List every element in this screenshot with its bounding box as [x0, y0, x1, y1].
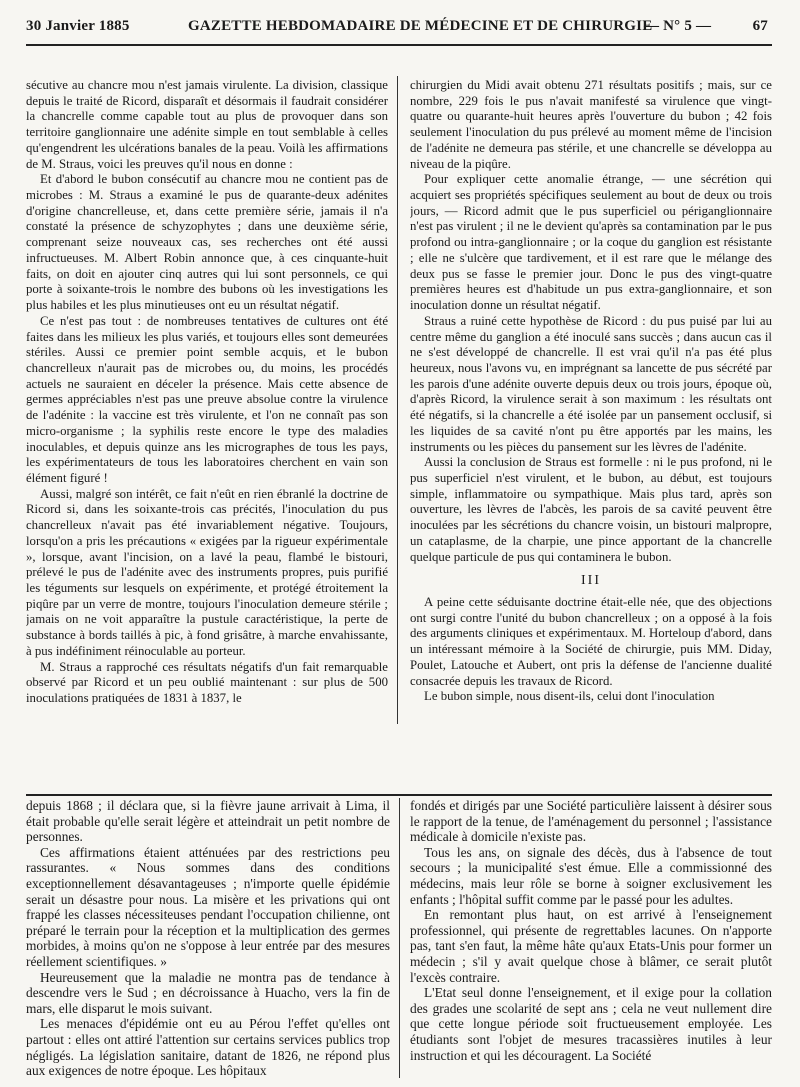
column-divider-top: [397, 76, 398, 724]
column-2: [410, 78, 772, 723]
column-3: [26, 798, 390, 1082]
column-divider-bottom: [399, 798, 400, 1078]
paragraph: chirurgien du Midi avait obtenu 271 résultats positifs ; mais, sur ce nombre, 229 fois le pus n'avait manifesté sa virulence que vingt-quatre ou quarante-huit heures après l'ouverture du bubon ; 42 fois seulement l'inoculation du pus prélevé au moment même de l'incision de l'adénite ne demeura pas stérile, et une chancrelle se développa au niveau de la piqûre.: [410, 78, 772, 171]
section-heading: III: [581, 573, 601, 589]
paragraph: Ces affirmations étaient atténuées par des restrictions peu rassurantes. « Nous sommes dans des conditions exceptionnellement désavantageuses ; n'importe quelle épidémie serait un désastre pour nous. La misère et les privations qui ont frappé les classes nécessiteuses pendant l'occupation chilienne, ont préparé le terrain pour la réception et la multiplication des germes morbides, à moins qu'on ne s'oppose à leur entrée par des mesures réellement scientifiques. »: [26, 844, 390, 969]
header-page-number: 67: [752, 18, 768, 34]
paragraph: fondés et dirigés par une Société particulière laissent à désirer sous le rapport de la tenue, de l'aménagement du personnel ; l'assistance médicale à domicile n'existe pas.: [410, 798, 772, 845]
paragraph: Pour expliquer cette anomalie étrange, — une sécrétion qui acquiert ses propriétés spécifiques seulement au bout de deux ou trois jours, — Ricord admit que le pus superficiel ou périganglionnaire n'est pas virulent ; il ne le devient qu'après sa contamination par le pus profond ou intra-ganglionnaire ; or la coque du ganglion est résistante ; elle ne s'ulcère que tardivement, et il est rare que le mélange des deux pus se fasse le premier jour. Donc le pus des vingt-quatre premières heures est d'habitude un pus extra-ganglionnaire, et son inoculation donne un résultat négatif.: [410, 172, 772, 313]
paragraph: Tous les ans, on signale des décès, dus à l'absence de tout secours ; la municipalité s'est émue. Elle a commissionné des médecins, mais leur rôle se borne à soigner exclusivement les enfants ; l'hôpital suffit comme par le passé pour les adultes.: [410, 844, 772, 907]
header-date: 30 Janvier 1885: [26, 18, 130, 34]
paragraph: Straus a ruiné cette hypothèse de Ricord : du pus puisé par lui au centre même du ganglion a été inoculé sans succès ; dans aucun cas il ne s'est développé de chancrelle. Il est vrai qu'il n'a pas été plus heureux, nous l'avons vu, en imprégnant sa lancette de pus sécrété par les parois d'une adénite ouverte depuis deux ou trois jours, époque où, d'après Ricord, la virulence serait à son maximum : les résultats ont été négatifs, si la chancrelle a été isolée par un pansement occlusif, si les liquides de sa cavité n'ont pu être apportés par les mains, les instruments ou les pièces du pansement sur les lèvres de l'adénite.: [410, 313, 772, 454]
paragraph: Et d'abord le bubon consécutif au chancre mou ne contient pas de microbes : M. Straus a examiné le pus de quarante-deux adénites d'origine chancrelleuse, et, dans cette première série, jamais il n'a constaté la présence de schyzophytes ; dans une deuxième série, comprenant seize nouveaux cas, ses recherches ont été aussi infructueuses. M. Albert Robin annonce que, à ces cinquante-huit faits, on doit en ajouter cinq autres qui lui sont personnels, ce qui porte à soixante-trois le nombre des bubons où les investigations les plus habiles et les plus minutieuses ont eu un résultat négatif.: [26, 172, 388, 313]
paragraph: Le bubon simple, nous disent-ils, celui dont l'inoculation: [424, 689, 715, 704]
header-issue-number: — N° 5 —: [644, 18, 712, 34]
paragraph: Heureusement que la maladie ne montra pas de tendance à descendre vers le Sud ; en décroissance à Huacho, vers la fin de mars, elle disparut le mois suivant.: [26, 969, 390, 1016]
paragraph: depuis 1868 ; il déclara que, si la fièvre jaune arrivait à Lima, il était probable qu'elle serait légère et atteindrait un petit nombre de personnes.: [26, 798, 390, 845]
header-title: GAZETTE HEBDOMADAIRE DE MÉDECINE ET DE CHIRURGIE: [188, 18, 653, 34]
paragraph: L'Etat seul donne l'enseignement, et il exige pour la collation des grades une scolarité de sept ans ; cela ne veut nullement dire que cette longue période soit fructueusement employée. Les étudiants sont l'objet de mesures tracassières inutiles à leur instruction et qui les découragent. La Société: [410, 985, 772, 1063]
page-header: [26, 14, 772, 46]
column-1: [26, 78, 388, 723]
paragraph: sécutive au chancre mou n'est jamais virulente. La division, classique depuis le traité de Ricord, disparaît et désormais il faudrait considérer la chancrelle comme capable tout au plus de provoquer dans son territoire ganglionnaire une adénite simple en tout semblable à celles qu'engendrent les ulcérations banales de la peau. Voilà les affirmations de M. Straus, voici les preuves qu'il nous en donne :: [26, 78, 388, 171]
column-4: [410, 798, 772, 1082]
section-divider: [26, 794, 772, 796]
paragraph: A peine cette séduisante doctrine était-elle née, que des objections ont surgi contre l'unité du bubon chancrelleux ; on a opposé à la fois des arguments cliniques et expérimentaux. M. Horteloup d'abord, dans un intéressant mémoire à la Société de chirurgie, puis MM. Diday, Poulet, Latouche et Aubert, ont pris la défense de l'ancienne dualité consacrée depuis les travaux de Ricord.: [410, 595, 772, 688]
paragraph: Ce n'est pas tout : de nombreuses tentatives de cultures ont été faites dans les milieux les plus variés, et toujours elles sont demeurées stériles. Aussi ce premier point semble acquis, et le bubon chancrelleux n'aurait pas de microbes ou, du moins, les procédés actuels ne sauraient en déceler la présence. Mais cette absence de germes appréciables n'est pas une preuve absolue contre la virulence de l'adénite : la vaccine est très virulente, et l'on ne connaît pas son micro-organisme ; la syphilis reste encore le type des maladies inoculables, et depuis quinze ans les micrographes de tous les pays, les expérimentateurs de tous les laboratoires cherchent en vain son élément figuré !: [26, 313, 388, 485]
paragraph: M. Straus a rapproché ces résultats négatifs d'un fait remarquable observé par Ricord et un peu oublié maintenant : sur plus de 500 inoculations pratiquées de 1831 à 1837, le: [26, 659, 388, 706]
paragraph: En remontant plus haut, on est arrivé à l'enseignement professionnel, qui présente de regrettables lacunes. On n'apporte pas, tant s'en faut, la même hâte qu'aux Etats-Unis pour former un médecin ; s'il y avait quelque chose à blâmer, ce serait plutôt l'excès contraire.: [410, 907, 772, 985]
paragraph: Aussi, malgré son intérêt, ce fait n'eût en rien ébranlé la doctrine de Ricord si, dans les soixante-trois cas précités, l'inoculation du pus chancrelleux n'avait pas été invariablement négative. Toujours, lorsqu'on a pris les précautions « exigées par la rigueur expérimentale », lorsque, avant l'incision, on a lavé la peau, flambé le bistouri, prélevé le pus de l'adénite avec des instruments propres, puis purifié les téguments sur lesquels on expérimente, et protégé étroitement la piqûre par un verre de montre, toujours l'inoculation demeure stérile ; jamais on ne voit apparaître la pustule caractéristique, la perte de substance à bords taillés à pic, à fond grisâtre, à marche envahissante, à pus indéfiniment réinoculable au porteur.: [26, 486, 388, 658]
paragraph: Aussi la conclusion de Straus est formelle : ni le pus profond, ni le pus superficiel n'est virulent, et le bubon, au début, est toujours simple, inflammatoire ou sympathique. Mais plus tard, après son ouverture, les lèvres de l'abcès, les parois de sa cavité peuvent être inoculées par les sécrétions du chancre voisin, un bistouri malpropre, un cataplasme, de la charpie, une pince apportant de la chancrelle quelque particule de pus qui contaminera le bubon.: [410, 455, 772, 564]
paragraph: Les menaces d'épidémie ont eu au Pérou l'effet qu'elles ont partout : elles ont attiré l'attention sur certains services publics trop négligés. La législation sanitaire, datant de 1826, ne répond plus aux exigences de notre époque. Les hôpitaux: [26, 1016, 390, 1079]
